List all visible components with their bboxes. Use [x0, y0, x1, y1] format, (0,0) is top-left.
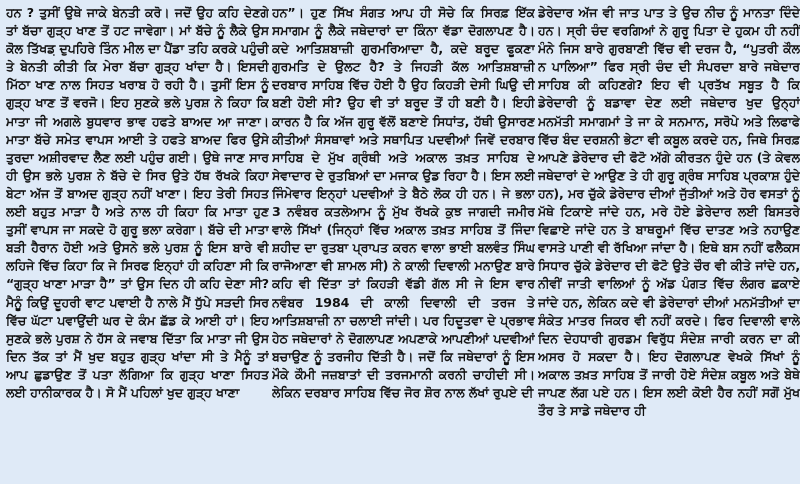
- column-2-text: ਹਨ”। ਹੁਣ ਸਿੱਖ ਸੰਗਤ ਆਪ ਹੀ ਸੋਚੇ ਕਿ ਸਿਰਫ਼ ਇੱਕ ਸਮਾਗਮ ਨੂੰ ਲੈਕੇ ਜਥੇਦਾਰਾਂ ਦਾ ਕਿੰਨਾ ਵੱਡਾ ਦੋਗਲਾਪਣ ਹੈ। ਕਦੇ ਆਤਿਸ਼ਬਾਜ਼ੀ ਗੁਰਮਰਿਆਦਾ ਹੈ, ਕਦੇ ਬਰੂਦ ਫੂਕਣਾ ਗੁਰਮਤਿ ਦੇ ਉਲਟ ਹੈ? ਤੇ ਜਿਹੜੀ ਕੱਲ ਆਤਿਸ਼ਬਾਜ਼ੀ ਦਰਬਾਰ ਸਾਹਿਬ ਵਿੱਚ ਹੋਈ ਹੈ ਉਹ ਕਿਹੜੀ ਦੇਸੀ ਘਿਉ ਦੀ ਬਣੀ ਹੋਈ ਸੀ? ਉਹ ਵੀ ਤਾਂ ਬਰੂਦ ਤੋਂ ਹੀ ਬਣੀ ਹੈ। ਇਹੀ ਕਾਰਨ ਹੈ ਕਿ ਅੱਜ ਗੁਰੂ ਵੱਲੋਂ ਬਣਾਏ ਸਿਧਾਂਤ, ਹੱਥੀ ਉਸਾਰਣ ਕੀਤੀਆਂ ਸੰਸਥਾਵਾਂ ਅਤੇ ਸਥਾਪਿਤ ਪਦਵੀਆਂ ਜਿਵੇਂ ਦਰਬਾਰ ਸਾਹਿਬ ਦੇ ਮੁੱਖ ਗ੍ਰੰਥੀ ਅਤੇ ਅਕਾਲ ਤਖ਼ਤ ਸਾਹਿਬ ਦੇ ਸੇਵਾਦਾਰ ਦੇ ਰੁਤਬਿਆਂ ਦਾ ਮਜਾਕ ਉਡ ਰਿਹਾ ਹੈ। ਇਸ ਲਈ ਜਿੰਮੇਵਾਰ ਇਨ੍ਹਾਂ ਪਦਵੀਆਂ ਤੇ ਬੈਠੇ ਲੋਕ ਹੀ ਹਨ। ਜੇ ਭਲਾ 3 ਨਵੰਬਰ ਕਤਲੇਆਮ ਨੂੰ ਮੁੱਖ ਰੱਖਕੇ ਕੁਝ ਜਾਗਦੀ ਜਮੀਰ ਵਾਲੇ ਸਿੱਖਾਂ (ਜਿਨ੍ਹਾਂ ਵਿੱਚ ਅਕਾਲ ਤਖ਼ਤ ਸਾਹਿਬ ਤੋਂ ਜਿੰਦਾ ਸ਼ਹੀਦ ਦਾ ਰੁਤਬਾ ਪ੍ਰਾਪਤ ਕਰਨ ਵਾਲਾ ਭਾਈ ਬਲਵੰਤ ਸਿੰਘ ਰਾਜੋਆਣਾ ਵੀ ਸ਼ਾਮਲ ਸੀ) ਨੇ ਕਾਲੀ ਦਿਵਾਲੀ ਮਨਾਉਣ ਬਾਰੇ ਕਹਿ ਵੀ ਦਿੱਤਾ ਤਾਂ ਕਿਹੜੀ ਵੱਡੀ ਗੱਲ ਸੀ ਜੇ ਇਸ ਵਾਰ ਨਵੰਬਰ 1984 ਦੀ ਕਾਲੀ ਦਿਵਾਲੀ ਦੀ ਤਰਜ ਤੇ ਆਤਿਸ਼ਬਾਜ਼ੀ ਨਾ ਚਲਾਈ ਜਾਂਦੀ। ਪਰ ਹਿਦੂਤਵਾ ਦੇ ਪ੍ਰਭਾਵ ਹੇਠ ਜਥੇਦਾਰਾਂ ਨੇ ਦੋਗਲਾਪਣ ਅਪਣਾਕੇ ਆਪਣੀਆਂ ਪਦਵੀਆਂ ਬਚਾਉਣ ਨੂੰ ਤਰਜੀਹ ਦਿੱਤੀ ਹੈ। ਜਦੋਂ ਕਿ ਜਥੇਦਾਰਾਂ ਨੂੰ ਇਸ ਮੌਕੇ ਕੌਮੀ ਜਜ਼ਬਾਤਾਂ ਦੀ ਤਰਜਮਾਨੀ ਕਰਨੀ ਚਾਹੀਦੀ ਸੀ। ਲੇਕਿਨ ਦਰਬਾਰ ਸਾਹਿਬ ਵਿੱਚ ਜੋਰ ਸ਼ੋਰ ਨਾਲ ਲੱਖਾਂ ਰੁਪਏ ਦੀ: [272, 5, 535, 400]
- text-column-2: [272, 4, 535, 484]
- column-3-text: ਡੇਰੇਦਾਰ ਅੱਜ ਵੀ ਜਾਤ ਪਾਤ ਤੇ ਉਚ ਨੀਚ ਨੂੰ ਮਾਨਤਾ ਦਿੰਦੇ ਹਨ। ਸ੍ਰੀ ਚੰਦ ਵਰਗਿਆਂ ਨੇ ਗੁਰੂ ਪਿਤਾ ਦੇ ਹੁਕਮ ਹੀ ਨਹੀਂ ਮੰਨੇ ਜਿਸ ਬਾਰੇ ਗੁਰਬਾਣੀ ਵਿੱਚ ਵੀ ਦਰਜ ਹੈ, “ਪੁਤਰੀ ਕੌਲ ਨ ਪਾਲਿਆ” ਫਿਰ ਸ੍ਰੀ ਚੰਦ ਦੀ ਸੰਪਰਦਾ ਬਾਰੇ ਜਥੇਦਾਰ ਸਾਹਿਬ ਕੀ ਕਹਿਣਗੇ? ਇਹ ਵੀ ਪ੍ਰਤੱਖ ਸਬੂਤ ਹੈ ਕਿ ਡੇਰੇਦਾਰੀ ਨੂੰ ਬਡਾਵਾ ਦੇਣ ਲਈ ਜਥੇਦਾਰ ਖੁਦ ਉਨ੍ਹਾਂ ਮਨਮੱਤੀ ਸਮਾਗਮਾਂ ਤੇ ਜਾ ਕੇ ਸਨਮਾਨ, ਸਰੋਪੇ ਅਤੇ ਲਿਫਾਫੇ ਵਿੱਚ ਬੰਦ ਦਰਸ਼ਨੀ ਭੇਟਾ ਵੀ ਕਬੂਲ ਕਰਦੇ ਹਨ, ਜਿਥੇ ਸਿਰਫ਼ ਆਪਣੇ ਡੇਰੇਦਾਰ ਦੀ ਫੋਟੋ ਅੱਗੇ ਕੀਰਤਨ ਹੁੰਦੇ ਹਨ (ਤੇ ਕੇਵਲ ਜਥੇਦਾਰਾਂ ਦੇ ਆਉਣ ਤੇ ਹੀ ਗੁਰੂ ਗ੍ਰੰਥ ਸਾਹਿਬ ਪ੍ਰਕਾਸ਼ ਹੁੰਦੇ ਹਨ), ਮਰ ਚੁੱਕੇ ਡੇਰੇਦਾਰ ਦੀਆਂ ਜੁੱਤੀਆਂ ਅਤੇ ਹੋਰ ਵਸਤਾਂ ਨੂੰ ਮੱਥੇ ਟਿਕਾਏ ਜਾਂਦੇ ਹਨ, ਮਰੇ ਹੋਏ ਡੇਰੇਦਾਰ ਲਈ ਬਿਸਤਰੇ ਵਿਛਾਏ ਜਾਂਦੇ ਹਨ ਤੇ ਬਾਥਰੂਮਾਂ ਵਿੱਚ ਦਾਤਣ ਅਤੇ ਨਹਾਉਣ ਵਾਸਤੇ ਪਾਣੀ ਵੀ ਰੱਖਿਆ ਜਾਂਦਾ ਹੈ। ਇਥੇ ਬਸ ਨਹੀਂ ਫਲੈਕਸ ਸਿਧਾਰ ਚੁੱਕੇ ਡੇਰੇਦਾਰ ਦੀ ਫੋਟੋ ਉਤੇ ਚੌਰ ਵੀ ਕੀਤੇ ਜਾਂਦੇ ਹਨ, ਨੀਵੀਂ ਜਾਤੀ ਵਾਲਿਆਂ ਨੂੰ ਅੱਡ ਪੰਗਤ ਵਿੱਚ ਲੰਗਰ ਛਕਾਏ ਜਾਂਦੇ ਹਨ, ਲੇਕਿਨ ਕਦੇ ਵੀ ਡੇਰੇਦਾਰਾਂ ਦੀਆਂ ਮਨਮੱਤੀਆਂ ਦਾ ਸੰਕੇਤ ਮਾਤਰ ਜਿਕਰ ਵੀ ਨਹੀਂ ਕਰਦੇ। ਫਿਰ ਦਿਵਾਲੀ ਵਾਲੇ ਦਿਨ ਦੇਹਧਾਰੀ ਗੁਰਡਮ ਵਿਰੁੱਧ ਸੰਦੇਸ਼ ਜਾਰੀ ਕਰਨ ਦਾ ਕੀ ਅਸਰ ਹੋ ਸਕਦਾ ਹੈ। ਇਹ ਦੋਗਲਾਪਣ ਵੇਖਕੇ ਸਿੱਖਾਂ ਨੂੰ ਅਕਾਲ ਤਖ਼ਤ ਸਾਹਿਬ ਤੋਂ ਜਾਰੀ ਹੋਏ ਸੰਦੇਸ਼ ਕਬੂਲ ਅਤੇ ਬੇਥੇ ਜਾਪਣ ਲੱਗ ਪਏ ਹਨ। ਇਸ ਲਈ ਕੋਈ ਹੈਰ ਨਹੀਂ ਸਗੋਂ ਮੁੱਖ ਤੌਰ ਤੇ ਸਾਡੇ ਜਥੇਦਾਰ ਹੀ: [538, 5, 800, 419]
- text-column-1: [6, 4, 269, 484]
- text-column-3: [538, 4, 800, 484]
- column-1-text: ਹਨ ? ਤੁਸੀਂ ਉਥੇ ਜਾਕੇ ਬੇਨਤੀ ਕਰੋ। ਜਦੋਂ ਉਹ ਕਹਿ ਦੇਣਗੇ ਤਾਂ ਬੱਚਾ ਗੁੜ੍ਹ ਖਾਣ ਤੋਂ ਹਟ ਜਾਵੇਗਾ। ਮਾਂ ਬੱਚੇ ਨੂੰ ਲੈਕੇ ਉਸ ਕੋਲ ਤਿੱਖਡ਼ ਦੁਪਹਿਰੇ ਤਿੰਨ ਮੀਲ ਦਾ ਪੈਂਡਾ ਤਹਿ ਕਰਕੇ ਪਹੁੰਚੀ ਤੇ ਬੇਨਤੀ ਕੀਤੀ ਕਿ ਮੇਰਾ ਬੱਚਾ ਗੁੜ੍ਹ ਖਾਂਦਾ ਹੈ। ਇਸਦੀ ਮਿੱਠਾ ਖਾਣ ਨਾਲ ਸਿਹਤ ਖਰਾਬ ਹੋ ਰਹੀ ਹੈ। ਤੁਸੀਂ ਇਸ ਨੂੰ ਗੁੜ੍ਹ ਖਾਣ ਤੋਂ ਵਰਜੋ। ਇਹ ਸੁਣਕੇ ਭਲੇ ਪੁਰਸ਼ ਨੇ ਕਿਹਾ ਕਿ ਮਾਤਾ ਜੀ ਅਗਲੇ ਬੁਧਵਾਰ ਭਾਵ ਹਫਤੇ ਬਾਅਦ ਆ ਜਾਣਾ। ਮਾਤਾ ਬੱਚੇ ਸਮੇਤ ਵਾਪਸ ਆਈ ਤੇ ਹਫਤੇ ਬਾਅਦ ਫਿਰ ਉਸੇ ਤੁਰਦਾ ਅਸ਼ੀਰਵਾਦ ਲੈਣ ਲਈ ਪਹੁੰਚ ਗਈ। ਉਥੇ ਜਾਣ ਸਾਰ ਹੀ ਉਸ ਭਲੇ ਪੁਰਸ਼ ਨੇ ਬੱਚੇ ਦੇ ਸਿਰ ਉਤੇ ਹੱਥ ਰੱਖਕੇ ਕਿਹਾ ਬੇਟਾ ਅੱਜ ਤੋਂ ਬਾਅਦ ਗੁੜ੍ਹ ਨਹੀਂ ਖਾਣਾ। ਇਹ ਤੇਰੀ ਸਿਹਤ ਲਈ ਬਹੁਤ ਮਾੜਾ ਹੈ ਅਤੇ ਨਾਲ ਹੀ ਕਿਹਾ ਕਿ ਮਾਤਾ ਹੁਣ ਤੁਸੀਂ ਵਾਪਸ ਜਾ ਸਕਦੇ ਹੋ ਗੁਰੂ ਭਲਾ ਕਰੇਗਾ। ਬੱਚੇ ਦੀ ਮਾਤਾ ਬੜੀ ਹੈਰਾਨ ਹੋਈ ਅਤੇ ਉਸਨੇ ਭਲੇ ਪੁਰਸ਼ ਨੂੰ ਇਸ ਬਾਰੇ ਵੀ ਲਹਿਜੇ ਵਿੱਚ ਕਿਹਾ ਕਿ ਜੇ ਸਿਰਫ ਇਨ੍ਹਾਂ ਹੀ ਕਹਿਣਾ ਸੀ ਕਿ “ਗੁੜ੍ਹ ਖਾਣਾ ਮਾੜਾ ਹੈ” ਤਾਂ ਉਸ ਦਿਨ ਹੀ ਕਹਿ ਦੇਣਾ ਸੀ? ਮੈਨੂੰ ਕਿਉਂ ਦੂਹਰੀ ਵਾਟ ਪਵਾਈ ਹੈ ਨਾਲੇ ਮੈਂ ਧੁੱਪੇ ਸੜਦੀ ਸਿਰ ਵਿੱਚ ਘੱਟਾ ਪਵਾਉਂਦੀ ਘਰ ਦੇ ਕੰਮ ਛੱਡ ਕੇ ਆਈ ਹਾਂ। ਇਹ ਸੁਣਕੇ ਭਲੇ ਪੁਰਸ਼ ਨੇ ਹੱਸ ਕੇ ਜਵਾਬ ਦਿੱਤਾ ਕਿ ਮਾਤਾ ਜੀ ਉਸ ਦਿਨ ਤੱਕ ਤਾਂ ਮੈਂ ਖੁਦ ਬਹੁਤ ਗੁੜ੍ਹ ਖਾਂਦਾ ਸੀ ਤੇ ਮੈਨੂੰ ਤਾਂ ਆਪ ਛੁਡਾਉਣ ਤੋਂ ਪਤਾ ਲੱਗਿਆ ਕਿ ਗੁੜ੍ਹ ਖਾਣਾ ਸਿਹਤ ਲਈ ਹਾਨੀਕਾਰਕ ਹੈ। ਸੋ ਮੈਂ ਪਹਿਲਾਂ ਖੁਦ ਗੁੜ੍ਹ ਖਾਣਾ: [6, 5, 269, 400]
